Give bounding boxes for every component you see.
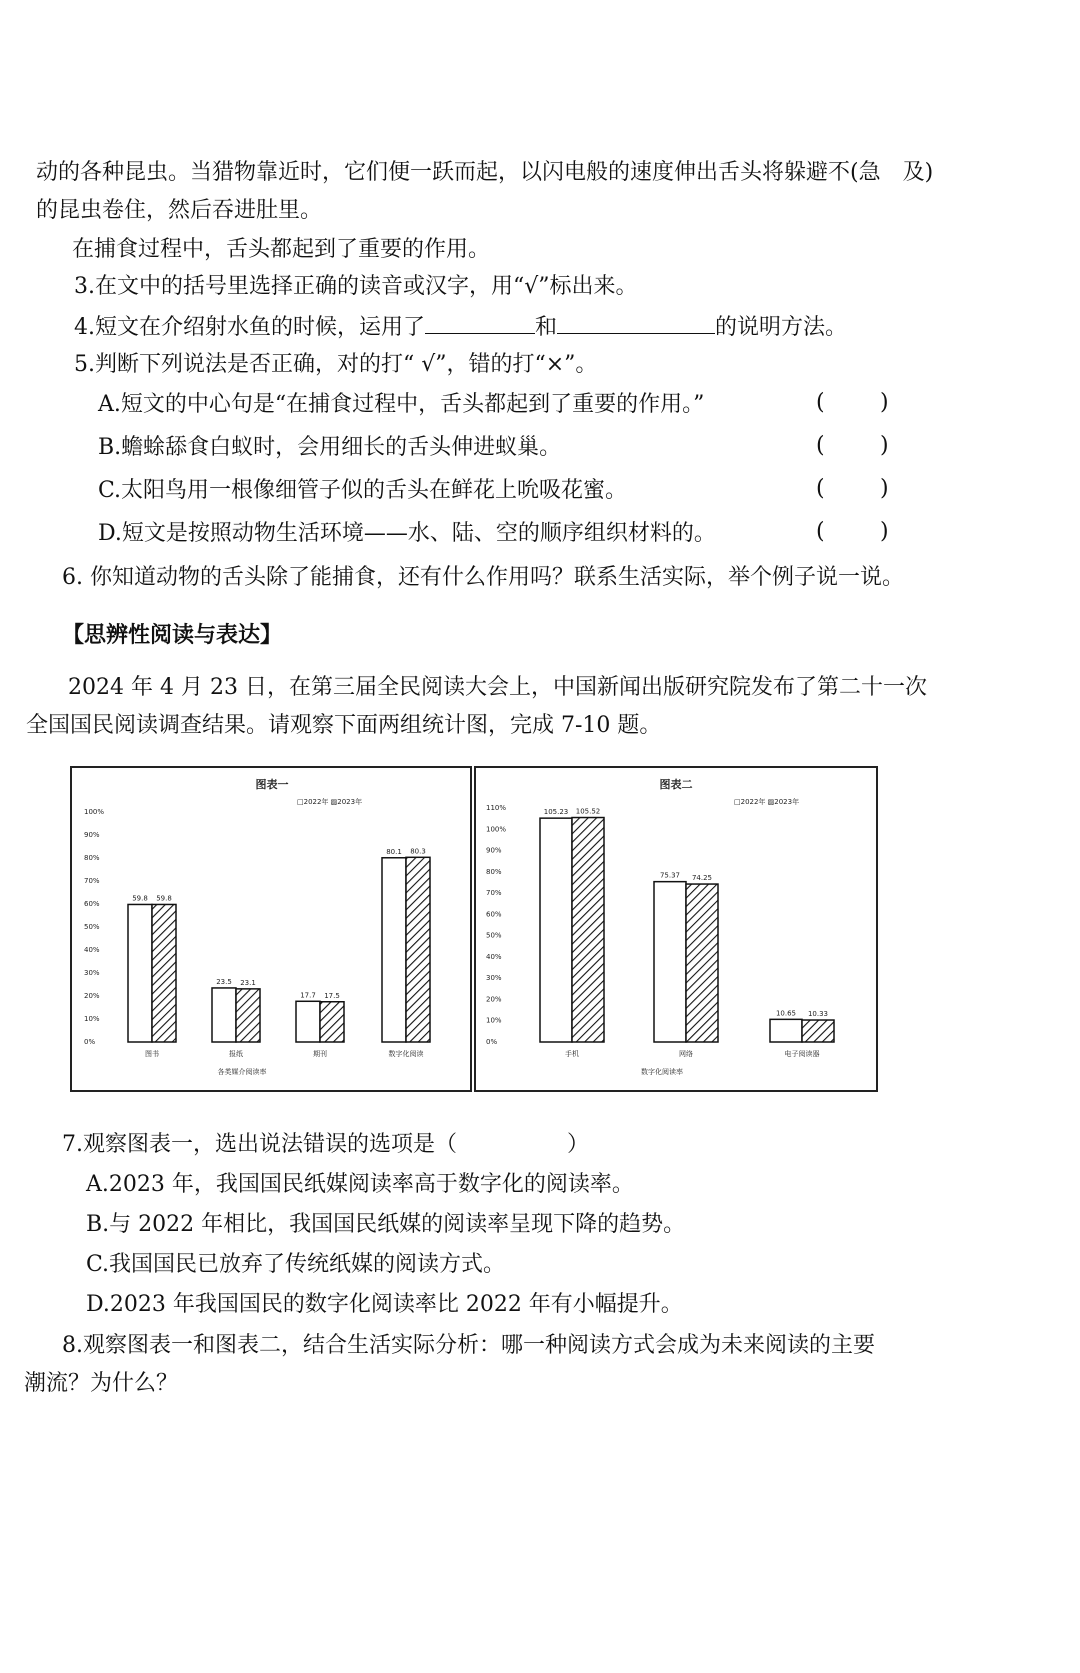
x-axis-label: 数字化阅读率 <box>641 1068 683 1076</box>
category-label: 期刊 <box>313 1050 327 1058</box>
chart-one-svg <box>72 768 470 1090</box>
bar-value-label: 105.52 <box>575 807 601 816</box>
bar-value-label: 23.5 <box>216 977 232 986</box>
bar-value-label: 74.25 <box>691 874 713 883</box>
y-tick-label: 0% <box>486 1038 498 1046</box>
q5-paren-right-c: ) <box>880 476 889 501</box>
y-tick-label: 0% <box>84 1038 96 1046</box>
y-tick-label: 60% <box>84 900 100 908</box>
y-tick-label: 10% <box>84 1015 100 1023</box>
question-3: 3.在文中的括号里选择正确的读音或汉字，用“√”标出来。 <box>74 274 638 299</box>
category-label: 报纸 <box>229 1050 243 1058</box>
bar-2022年 <box>382 858 406 1042</box>
bar-2022年 <box>770 1019 802 1042</box>
q5-option-d: D.短文是按照动物生活环境——水、陆、空的顺序组织材料的。 <box>98 521 716 546</box>
category-label: 图书 <box>145 1050 159 1058</box>
bar-value-label: 75.37 <box>659 871 681 880</box>
answer-blank-1[interactable] <box>425 311 535 334</box>
y-tick-label: 90% <box>486 846 502 855</box>
bar-2023年 <box>152 904 176 1042</box>
y-tick-label: 80% <box>486 867 502 876</box>
chart-title: 图表二 <box>659 778 693 791</box>
section-heading: 【思辨性阅读与表达】 <box>62 623 283 648</box>
q7-option-a: A.2023 年，我国国民纸媒阅读率高于数字化的阅读率。 <box>86 1172 634 1197</box>
bar-2022年 <box>296 1001 320 1042</box>
passage-line-1: 动的各种昆虫。当猎物靠近时，它们便一跃而起，以闪电般的速度伸出舌头将躲避不(急 及) <box>36 160 934 185</box>
q7-option-c: C.我国国民已放弃了传统纸媒的阅读方式。 <box>86 1252 506 1277</box>
passage-line-2: 的昆虫卷住，然后吞进肚里。 <box>36 198 323 223</box>
q5-option-a: A.短文的中心句是“在捕食过程中，舌头都起到了重要的作用。” <box>98 392 705 417</box>
question-4-prefix: 4.短文在介绍射水鱼的时候，运用了 <box>74 315 425 340</box>
bar-2022年 <box>212 988 236 1042</box>
q7-option-d: D.2023 年我国国民的数字化阅读率比 2022 年有小幅提升。 <box>86 1292 683 1317</box>
q5-paren-right-d: ) <box>880 519 889 544</box>
y-tick-label: 30% <box>486 974 502 983</box>
q5-paren-left-a: ( <box>816 390 825 415</box>
bar-2023年 <box>572 818 604 1042</box>
chart-one <box>70 766 472 1092</box>
question-4-mid: 和 <box>535 315 558 340</box>
bar-value-label: 80.3 <box>410 847 426 856</box>
intro-line-2: 全国国民阅读调查结果。请观察下面两组统计图，完成 7-10 题。 <box>26 713 662 738</box>
bar-2022年 <box>654 882 686 1042</box>
q5-paren-right-a: ) <box>880 390 889 415</box>
y-tick-label: 20% <box>486 995 502 1004</box>
chart-title: 图表一 <box>255 778 289 791</box>
bar-2023年 <box>802 1020 834 1042</box>
bar-value-label: 59.8 <box>132 894 148 903</box>
chart-two-svg <box>476 768 876 1090</box>
y-tick-label: 60% <box>486 910 502 919</box>
bar-value-label: 80.1 <box>386 847 402 856</box>
question-8-line-1: 8.观察图表一和图表二，结合生活实际分析：哪一种阅读方式会成为未来阅读的主要 <box>62 1333 875 1358</box>
y-tick-label: 50% <box>486 931 502 940</box>
q7-option-b: B.与 2022 年相比，我国国民纸媒的阅读率呈现下降的趋势。 <box>86 1212 686 1237</box>
question-7: 7.观察图表一，选出说法错误的选项是（ ） <box>62 1132 589 1157</box>
bar-2023年 <box>686 884 718 1042</box>
q5-paren-left-c: ( <box>816 476 825 501</box>
q5-option-c: C.太阳鸟用一根像细管子似的舌头在鲜花上吮吸花蜜。 <box>98 478 628 503</box>
answer-blank-2[interactable] <box>557 311 715 334</box>
bar-2023年 <box>320 1002 344 1042</box>
chart-legend: □2022年 ▨2023年 <box>734 798 800 806</box>
chart-legend: □2022年 ▨2023年 <box>297 798 363 806</box>
q5-paren-left-d: ( <box>816 519 825 544</box>
bar-value-label: 23.1 <box>240 978 256 987</box>
y-tick-label: 40% <box>486 952 502 961</box>
category-label: 手机 <box>565 1050 579 1058</box>
bar-2023年 <box>406 857 430 1042</box>
y-tick-label: 110% <box>486 804 507 812</box>
question-4-suffix: 的说明方法。 <box>715 315 848 340</box>
category-label: 网络 <box>679 1050 693 1058</box>
question-5: 5.判断下列说法是否正确，对的打“ √”，错的打“×”。 <box>74 352 598 377</box>
question-4 <box>74 311 847 343</box>
q5-paren-left-b: ( <box>816 433 825 458</box>
bar-value-label: 17.7 <box>300 991 316 1000</box>
y-tick-label: 40% <box>84 946 100 954</box>
y-tick-label: 80% <box>84 854 100 862</box>
bar-value-label: 59.8 <box>156 894 172 903</box>
y-tick-label: 90% <box>84 831 100 839</box>
chart-two <box>474 766 878 1092</box>
y-tick-label: 100% <box>84 808 105 816</box>
bar-value-label: 105.23 <box>543 808 569 817</box>
bar-2022年 <box>540 818 572 1042</box>
bar-2022年 <box>128 904 152 1042</box>
passage-line-3: 在捕食过程中，舌头都起到了重要的作用。 <box>72 237 491 262</box>
q5-option-b: B.蟾蜍舔食白蚁时，会用细长的舌头伸进蚁巢。 <box>98 435 562 460</box>
y-tick-label: 70% <box>84 877 100 885</box>
category-label: 数字化阅读 <box>388 1050 424 1058</box>
y-tick-label: 50% <box>84 923 100 931</box>
question-6: 6. 你知道动物的舌头除了能捕食，还有什么作用吗？联系生活实际，举个例子说一说。 <box>62 565 904 590</box>
y-tick-label: 70% <box>486 889 502 898</box>
y-tick-label: 10% <box>486 1016 502 1025</box>
x-axis-label: 各类媒介阅读率 <box>217 1068 267 1076</box>
intro-line-1: 2024 年 4 月 23 日，在第三届全民阅读大会上，中国新闻出版研究院发布了第二十一次 <box>68 675 927 700</box>
question-8-line-2: 潮流？为什么？ <box>24 1371 179 1396</box>
bar-value-label: 10.65 <box>775 1009 797 1018</box>
y-tick-label: 30% <box>84 969 100 977</box>
q5-paren-right-b: ) <box>880 433 889 458</box>
bar-value-label: 17.5 <box>324 991 340 1000</box>
bar-2023年 <box>236 989 260 1042</box>
y-tick-label: 20% <box>84 992 100 1000</box>
y-tick-label: 100% <box>486 825 507 834</box>
category-label: 电子阅读器 <box>784 1050 820 1058</box>
bar-value-label: 10.33 <box>807 1010 829 1019</box>
